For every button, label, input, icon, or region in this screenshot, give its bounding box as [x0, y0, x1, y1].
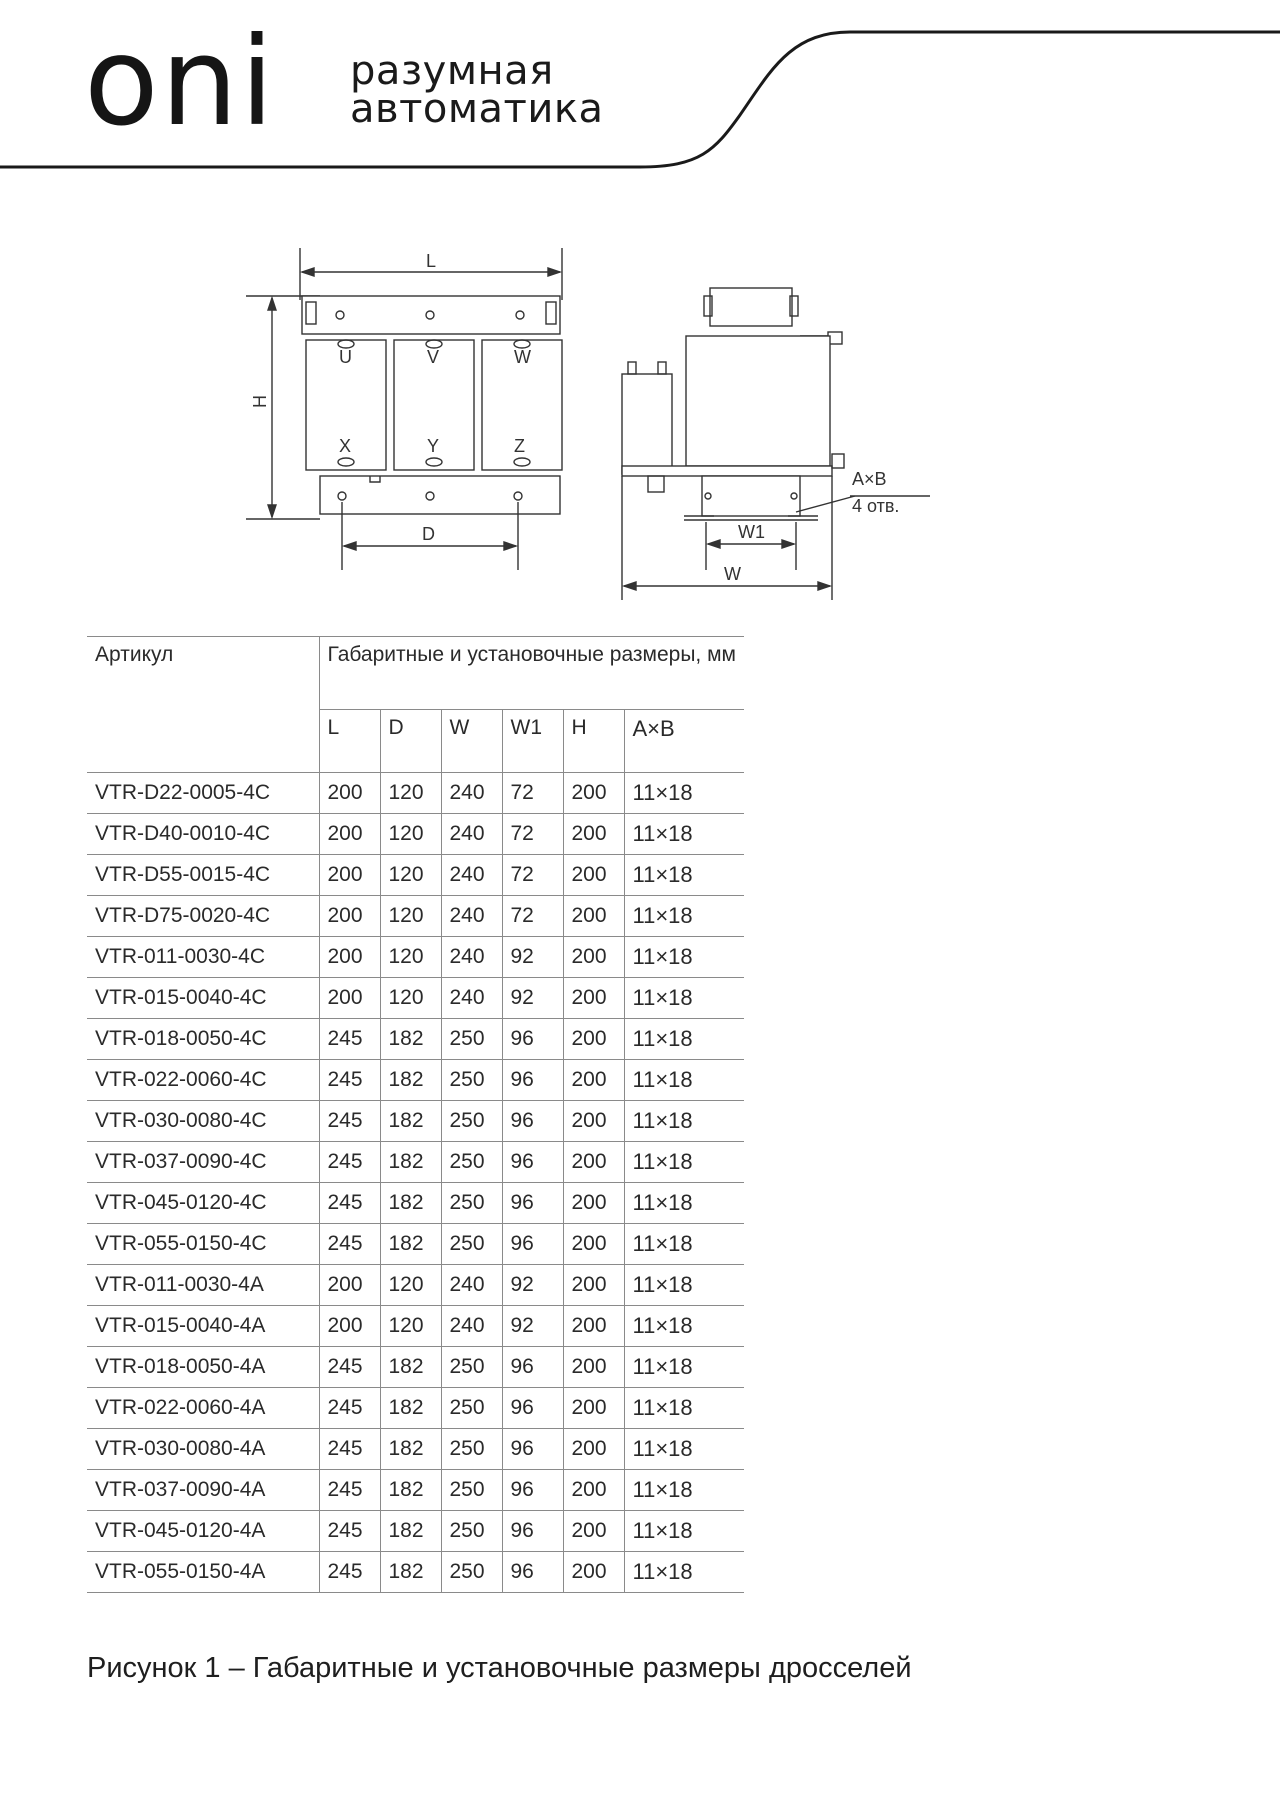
cell-W1: 72 — [502, 896, 563, 937]
cell-AxB: 11×18 — [624, 978, 744, 1019]
cell-H: 200 — [563, 1347, 624, 1388]
cell-W: 250 — [441, 1224, 502, 1265]
cell-H: 200 — [563, 1511, 624, 1552]
terminal-V: V — [427, 347, 440, 367]
cell-W: 250 — [441, 1183, 502, 1224]
cell-W1: 72 — [502, 773, 563, 814]
cell-D: 182 — [380, 1142, 441, 1183]
cell-L: 245 — [319, 1347, 380, 1388]
header-dimensions-group: Габаритные и установочные размеры, мм — [319, 637, 744, 710]
cell-D: 182 — [380, 1470, 441, 1511]
cell-D: 120 — [380, 1306, 441, 1347]
cell-article: VTR-011-0030-4A — [87, 1265, 319, 1306]
cell-L: 245 — [319, 1429, 380, 1470]
cell-W: 250 — [441, 1511, 502, 1552]
cell-article: VTR-030-0080-4A — [87, 1429, 319, 1470]
cell-W1: 96 — [502, 1511, 563, 1552]
header-W: W — [441, 710, 502, 773]
cell-article: VTR-D75-0020-4C — [87, 896, 319, 937]
cell-D: 120 — [380, 855, 441, 896]
cell-W1: 96 — [502, 1224, 563, 1265]
cell-article: VTR-045-0120-4A — [87, 1511, 319, 1552]
cell-L: 245 — [319, 1183, 380, 1224]
header-W1: W1 — [502, 710, 563, 773]
table-row — [87, 1265, 744, 1306]
cell-W1: 92 — [502, 1306, 563, 1347]
cell-AxB: 11×18 — [624, 1552, 744, 1593]
cell-W1: 96 — [502, 1470, 563, 1511]
cell-W: 250 — [441, 1347, 502, 1388]
table-row — [87, 978, 744, 1019]
cell-L: 245 — [319, 1388, 380, 1429]
cell-AxB: 11×18 — [624, 1388, 744, 1429]
table-row — [87, 937, 744, 978]
table-row — [87, 1224, 744, 1265]
tagline — [350, 48, 604, 132]
table-row — [87, 1183, 744, 1224]
cell-article: VTR-037-0090-4C — [87, 1142, 319, 1183]
cell-L: 200 — [319, 1306, 380, 1347]
cell-L: 245 — [319, 1101, 380, 1142]
cell-AxB: 11×18 — [624, 1265, 744, 1306]
cell-W1: 92 — [502, 937, 563, 978]
cell-article: VTR-055-0150-4C — [87, 1224, 319, 1265]
cell-L: 200 — [319, 855, 380, 896]
cell-W: 250 — [441, 1552, 502, 1593]
cell-H: 200 — [563, 1224, 624, 1265]
cell-AxB: 11×18 — [624, 1429, 744, 1470]
header-D: D — [380, 710, 441, 773]
table-row — [87, 1101, 744, 1142]
cell-W1: 72 — [502, 814, 563, 855]
cell-W1: 96 — [502, 1347, 563, 1388]
cell-W: 240 — [441, 773, 502, 814]
table-row — [87, 773, 744, 814]
cell-W1: 72 — [502, 855, 563, 896]
cell-W: 250 — [441, 1429, 502, 1470]
cell-article: VTR-030-0080-4C — [87, 1101, 319, 1142]
cell-D: 182 — [380, 1511, 441, 1552]
cell-W1: 96 — [502, 1019, 563, 1060]
cell-H: 200 — [563, 1019, 624, 1060]
cell-W: 250 — [441, 1060, 502, 1101]
cell-AxB: 11×18 — [624, 1470, 744, 1511]
cell-D: 120 — [380, 773, 441, 814]
cell-W1: 96 — [502, 1388, 563, 1429]
cell-H: 200 — [563, 1552, 624, 1593]
cell-AxB: 11×18 — [624, 1511, 744, 1552]
cell-AxB: 11×18 — [624, 1306, 744, 1347]
cell-article: VTR-015-0040-4A — [87, 1306, 319, 1347]
cell-AxB: 11×18 — [624, 1101, 744, 1142]
cell-W1: 96 — [502, 1142, 563, 1183]
cell-W1: 96 — [502, 1101, 563, 1142]
table-body — [87, 773, 744, 1593]
table-row — [87, 1470, 744, 1511]
cell-W: 240 — [441, 896, 502, 937]
cell-W: 250 — [441, 1142, 502, 1183]
tagline-line1: разумная — [350, 48, 554, 94]
header-article: Артикул — [87, 637, 319, 773]
cell-W1: 92 — [502, 1265, 563, 1306]
cell-H: 200 — [563, 855, 624, 896]
cell-W1: 96 — [502, 1429, 563, 1470]
tagline-line2: автоматика — [350, 86, 604, 132]
cell-article: VTR-011-0030-4C — [87, 937, 319, 978]
cell-D: 182 — [380, 1388, 441, 1429]
table-row — [87, 896, 744, 937]
cell-W1: 96 — [502, 1060, 563, 1101]
cell-article: VTR-037-0090-4A — [87, 1470, 319, 1511]
table-row — [87, 1142, 744, 1183]
terminal-W: W — [514, 347, 531, 367]
cell-H: 200 — [563, 1060, 624, 1101]
cell-H: 200 — [563, 1142, 624, 1183]
cell-AxB: 11×18 — [624, 855, 744, 896]
cell-H: 200 — [563, 1306, 624, 1347]
cell-H: 200 — [563, 1183, 624, 1224]
cell-AxB: 11×18 — [624, 937, 744, 978]
cell-L: 200 — [319, 896, 380, 937]
dim-label-D: D — [422, 524, 435, 544]
cell-D: 182 — [380, 1183, 441, 1224]
table-row — [87, 1552, 744, 1593]
cell-article: VTR-018-0050-4A — [87, 1347, 319, 1388]
table-row — [87, 1429, 744, 1470]
cell-W: 250 — [441, 1470, 502, 1511]
table-row — [87, 1388, 744, 1429]
figure-caption: Рисунок 1 – Габаритные и установочные размеры дросселей — [87, 1652, 912, 1684]
cell-H: 200 — [563, 1101, 624, 1142]
oni-logo-text: oni — [84, 11, 276, 153]
cell-L: 200 — [319, 937, 380, 978]
cell-AxB: 11×18 — [624, 1019, 744, 1060]
cell-H: 200 — [563, 937, 624, 978]
cell-AxB: 11×18 — [624, 1142, 744, 1183]
cell-D: 120 — [380, 896, 441, 937]
cell-AxB: 11×18 — [624, 1347, 744, 1388]
table-row — [87, 814, 744, 855]
cell-AxB: 11×18 — [624, 1224, 744, 1265]
cell-L: 245 — [319, 1511, 380, 1552]
cell-article: VTR-015-0040-4C — [87, 978, 319, 1019]
table-row — [87, 1019, 744, 1060]
cell-D: 182 — [380, 1429, 441, 1470]
cell-D: 120 — [380, 1265, 441, 1306]
cell-article: VTR-055-0150-4A — [87, 1552, 319, 1593]
terminal-U: U — [339, 347, 352, 367]
cell-article: VTR-022-0060-4A — [87, 1388, 319, 1429]
oni-logo — [84, 11, 276, 153]
cell-AxB: 11×18 — [624, 896, 744, 937]
header-H: H — [563, 710, 624, 773]
cell-article: VTR-018-0050-4C — [87, 1019, 319, 1060]
page-header — [0, 0, 1280, 175]
cell-D: 182 — [380, 1060, 441, 1101]
cell-D: 182 — [380, 1347, 441, 1388]
cell-article: VTR-D55-0015-4C — [87, 855, 319, 896]
cell-W: 250 — [441, 1019, 502, 1060]
cell-AxB: 11×18 — [624, 814, 744, 855]
header-L: L — [319, 710, 380, 773]
cell-L: 200 — [319, 978, 380, 1019]
cell-W1: 92 — [502, 978, 563, 1019]
header-AxB: A×B — [624, 710, 744, 773]
cell-L: 245 — [319, 1470, 380, 1511]
terminal-X: X — [339, 436, 352, 456]
hole-size-label: A×B — [852, 469, 887, 489]
cell-W: 240 — [441, 937, 502, 978]
cell-D: 182 — [380, 1019, 441, 1060]
cell-W: 240 — [441, 1265, 502, 1306]
dim-label-W: W — [724, 564, 741, 584]
cell-article: VTR-D22-0005-4C — [87, 773, 319, 814]
cell-article: VTR-D40-0010-4C — [87, 814, 319, 855]
cell-D: 182 — [380, 1552, 441, 1593]
cell-AxB: 11×18 — [624, 1183, 744, 1224]
hole-count-label: 4 отв. — [852, 496, 900, 516]
cell-D: 182 — [380, 1224, 441, 1265]
cell-L: 245 — [319, 1142, 380, 1183]
cell-W: 240 — [441, 1306, 502, 1347]
cell-D: 120 — [380, 937, 441, 978]
cell-L: 245 — [319, 1060, 380, 1101]
cell-H: 200 — [563, 1265, 624, 1306]
front-view — [246, 248, 562, 570]
cell-W: 240 — [441, 978, 502, 1019]
cell-D: 182 — [380, 1101, 441, 1142]
cell-H: 200 — [563, 978, 624, 1019]
dimensions-table — [87, 636, 744, 1593]
cell-L: 245 — [319, 1552, 380, 1593]
cell-L: 245 — [319, 1019, 380, 1060]
cell-L: 245 — [319, 1224, 380, 1265]
cell-L: 200 — [319, 814, 380, 855]
table-row — [87, 1060, 744, 1101]
table-row — [87, 1347, 744, 1388]
dim-label-L: L — [426, 251, 437, 271]
cell-L: 200 — [319, 1265, 380, 1306]
cell-H: 200 — [563, 1429, 624, 1470]
cell-H: 200 — [563, 1470, 624, 1511]
cell-D: 120 — [380, 978, 441, 1019]
side-view — [622, 288, 930, 600]
cell-W: 250 — [441, 1388, 502, 1429]
cell-D: 120 — [380, 814, 441, 855]
cell-AxB: 11×18 — [624, 1060, 744, 1101]
cell-H: 200 — [563, 1388, 624, 1429]
cell-article: VTR-022-0060-4C — [87, 1060, 319, 1101]
cell-H: 200 — [563, 814, 624, 855]
table-row — [87, 1306, 744, 1347]
terminal-Z: Z — [514, 436, 525, 456]
cell-W1: 96 — [502, 1183, 563, 1224]
cell-H: 200 — [563, 896, 624, 937]
table-row — [87, 855, 744, 896]
terminal-Y: Y — [427, 436, 440, 456]
cell-article: VTR-045-0120-4C — [87, 1183, 319, 1224]
dimension-drawing — [240, 240, 960, 610]
cell-W: 240 — [441, 855, 502, 896]
table-row — [87, 1511, 744, 1552]
cell-H: 200 — [563, 773, 624, 814]
cell-W: 250 — [441, 1101, 502, 1142]
dim-label-H: H — [250, 395, 270, 408]
cell-W1: 96 — [502, 1552, 563, 1593]
header-graphics — [0, 0, 1280, 175]
cell-W: 240 — [441, 814, 502, 855]
cell-AxB: 11×18 — [624, 773, 744, 814]
cell-L: 200 — [319, 773, 380, 814]
dim-label-W1: W1 — [738, 522, 765, 542]
